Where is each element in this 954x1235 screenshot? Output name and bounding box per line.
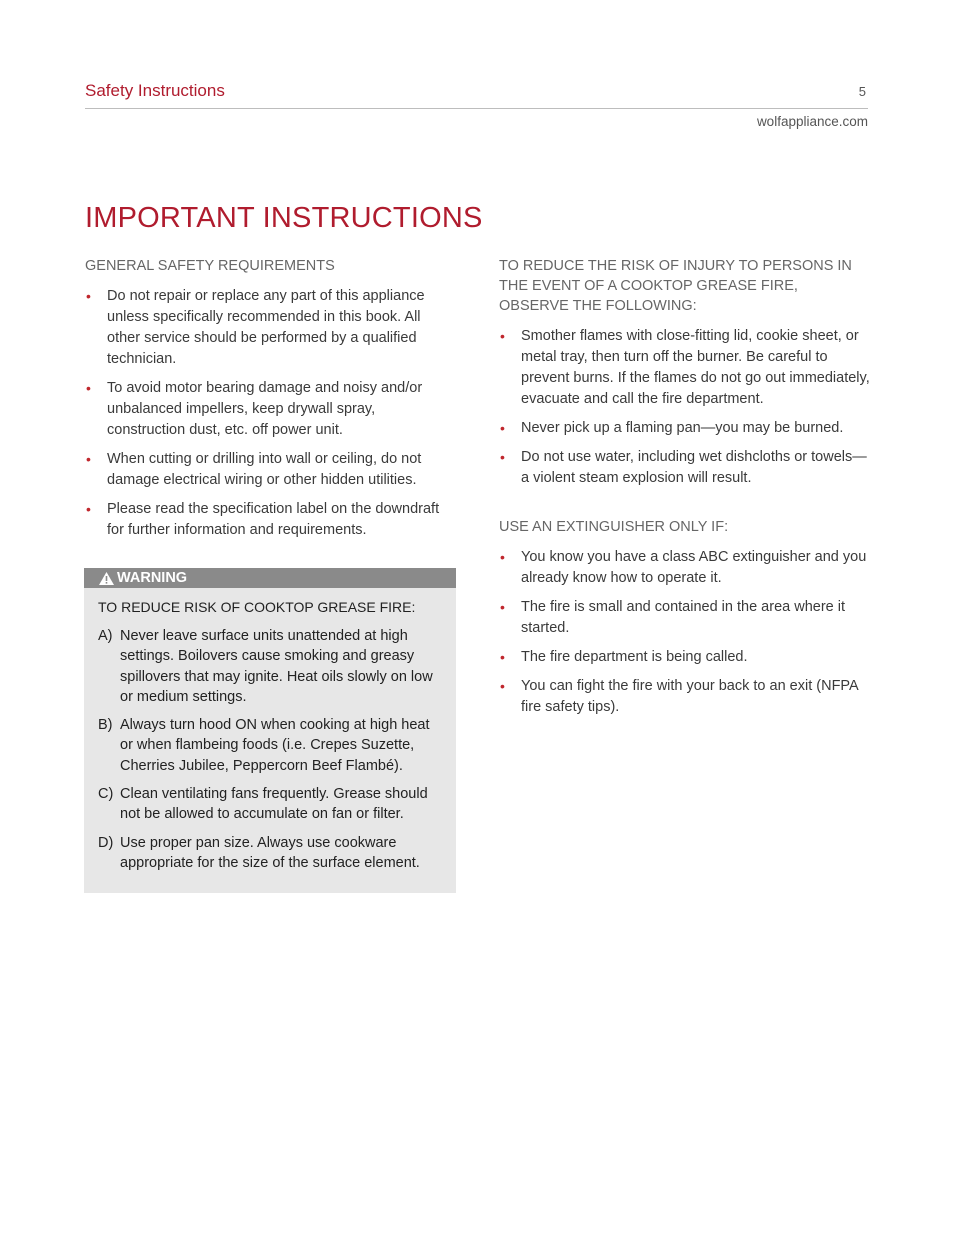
bullet-icon: • (500, 420, 505, 436)
general-list (85, 286, 457, 541)
list-item: • Do not use water, including wet dishcloths or towels—a violent steam explosion will result. (500, 449, 867, 486)
header-section-title: Safety Instructions (85, 81, 225, 100)
left-column (85, 256, 457, 549)
extinguisher-list (499, 547, 871, 718)
bullet-icon: • (86, 288, 91, 304)
warning-heading: TO REDUCE RISK OF COOKTOP GREASE FIRE: (98, 599, 416, 615)
warning-item: C) Clean ventilating fans frequently. Grease should not be allowed to accumulate on fan or filter. (98, 786, 428, 823)
bullet-icon: • (86, 501, 91, 517)
bullet-icon: • (500, 599, 505, 615)
warning-item: B) Always turn hood ON when cooking at high heat or when flambeing foods (i.e. Crepes Suzette, Cherries Jubilee, Peppercorn Beef Flambé). (98, 717, 430, 774)
page-title: IMPORTANT INSTRUCTIONS (85, 202, 483, 234)
list-item: • Smother flames with close-fitting lid, cookie sheet, or metal tray, then turn off the burner. Be careful to prevent burns. If the flames do not go out immediately, evacuate and call the fire department. (500, 328, 870, 407)
list-item: • To avoid motor bearing damage and noisy and/or unbalanced impellers, keep drywall spray, construction dust, etc. off power unit. (86, 380, 423, 438)
bullet-icon: • (86, 380, 91, 396)
warning-label: WARNING (117, 570, 188, 586)
warning-triangle-icon (99, 572, 114, 585)
page-number: 5 (858, 84, 866, 99)
list-item: • Please read the specification label on the downdraft for further information and requirements. (86, 501, 440, 538)
list-item: • The fire department is being called. (499, 647, 871, 668)
bullet-icon: • (86, 451, 91, 467)
warning-box (84, 568, 456, 893)
grease-fire-heading: TO REDUCE THE RISK OF INJURY TO PERSONS IN THE EVENT OF A COOKTOP GREASE FIRE, OBSERVE THE FOLLOWING: (499, 258, 852, 314)
bullet-icon: • (500, 649, 505, 665)
list-item: • Do not repair or replace any part of this appliance unless specifically recommended in this book. All other service should be performed by a qualified technician. (86, 288, 425, 367)
list-item: • You can fight the fire with your back to an exit (NFPA fire safety tips). (500, 678, 858, 715)
list-item: • When cutting or drilling into wall or ceiling, do not damage electrical wiring or other hidden utilities. (86, 451, 422, 488)
header-divider (85, 108, 868, 109)
general-heading: GENERAL SAFETY REQUIREMENTS (85, 258, 335, 274)
bullet-icon: • (500, 549, 505, 565)
bullet-icon: • (500, 449, 505, 465)
website-url: wolfappliance.com (756, 114, 868, 129)
bullet-icon: • (500, 678, 505, 694)
warning-bar (84, 568, 456, 588)
warning-item: D) Use proper pan size. Always use cookware appropriate for the size of the surface element. (98, 834, 420, 871)
warning-item: A) Never leave surface units unattended at high settings. Boilovers cause smoking and greasy spillovers that may ignite. Heat oils slowly on low or medium settings. (98, 628, 433, 705)
extinguisher-heading: USE AN EXTINGUISHER ONLY IF: (499, 519, 729, 535)
grease-fire-list (499, 326, 871, 489)
list-item: • The fire is small and contained in the area where it started. (500, 599, 846, 636)
right-column (499, 256, 871, 726)
list-item: • Never pick up a flaming pan—you may be burned. (499, 418, 871, 439)
bullet-icon: • (500, 328, 505, 344)
list-item: • You know you have a class ABC extinguisher and you already know how to operate it. (500, 549, 867, 586)
